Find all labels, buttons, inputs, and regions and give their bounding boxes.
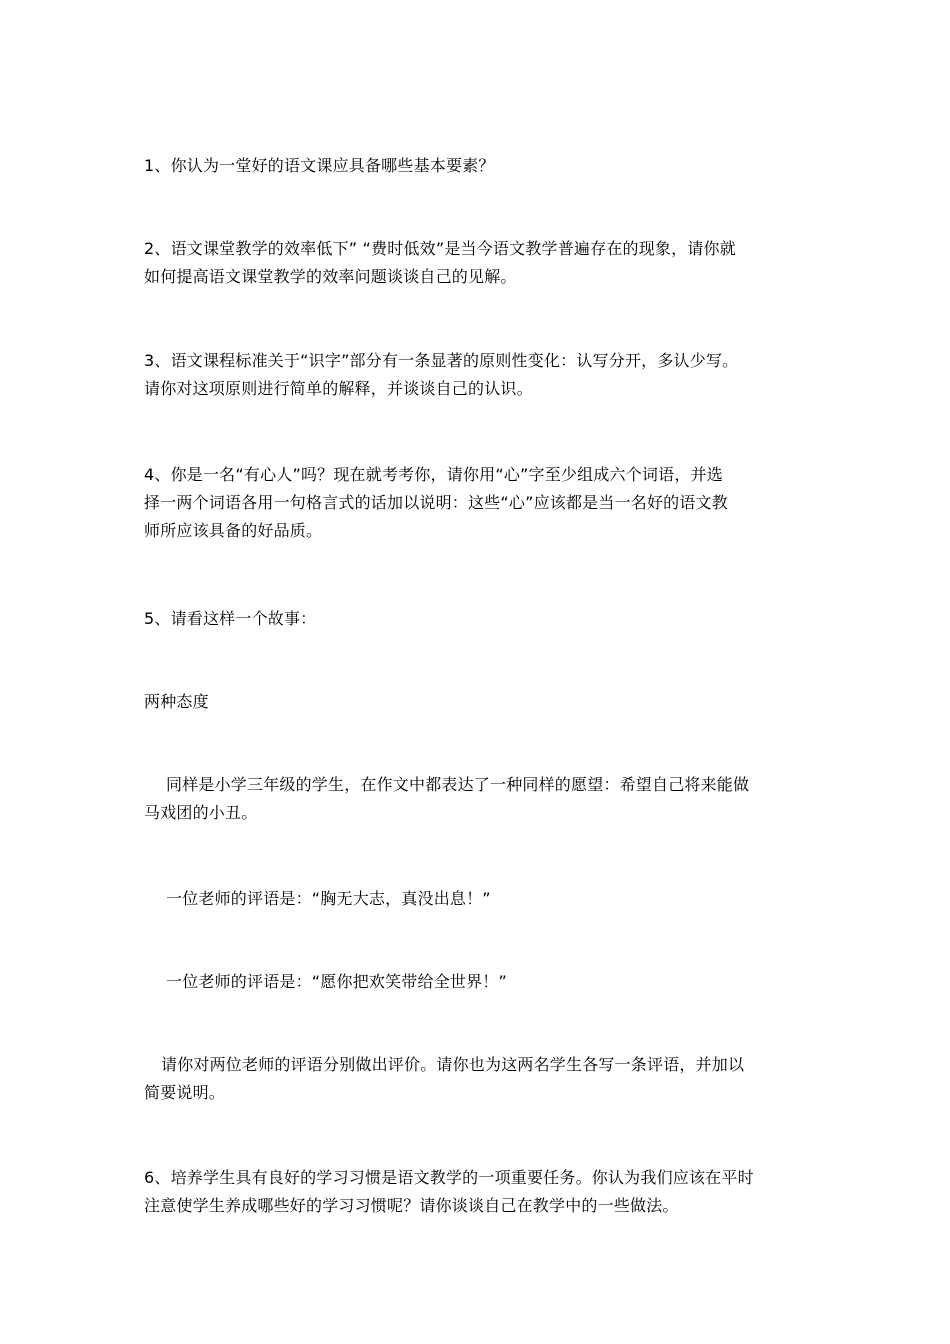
question-6-line-2: 注意使学生养成哪些好的学习习惯呢？请你谈谈自己在教学中的一些做法。 — [144, 1196, 679, 1215]
story-paragraph-3 — [144, 968, 806, 996]
question-2 — [144, 235, 806, 291]
question-6 — [144, 1164, 806, 1220]
question-5-task — [144, 1051, 806, 1107]
question-4-line-2: 择一两个词语各用一句格言式的话加以说明：这些“心”应该都是当一名好的语文教 — [144, 493, 728, 512]
story-title — [144, 688, 806, 716]
question-3 — [144, 347, 806, 403]
question-4-line-3: 师所应该具备的好品质。 — [144, 521, 323, 540]
question-3-line-1: 3、语文课程标准关于“识字”部分有一条显著的原则性变化：认写分开，多认少写。 — [144, 351, 739, 370]
question-5-task-line-2: 简要说明。 — [144, 1083, 226, 1102]
question-3-line-2: 请你对这项原则进行简单的解释，并谈谈自己的认识。 — [144, 379, 533, 398]
story-paragraph-2 — [144, 885, 806, 913]
question-4-line-1: 4、你是一名“有心人”吗？现在就考考你，请你用“心”字至少组成六个词语，并选 — [144, 465, 723, 484]
story-title-line-1: 两种态度 — [144, 692, 209, 711]
story-paragraph-1-line-2: 马戏团的小丑。 — [144, 803, 258, 822]
question-1 — [144, 152, 806, 180]
question-5-task-line-1: 请你对两位老师的评语分别做出评价。请你也为这两名学生各写一条评语，并加以 — [161, 1055, 745, 1074]
story-paragraph-1-line-1: 同样是小学三年级的学生，在作文中都表达了一种同样的愿望：希望自己将来能做 — [166, 775, 750, 794]
question-5-intro-line-1: 5、请看这样一个故事： — [144, 609, 317, 628]
question-1-line-1: 1、你认为一堂好的语文课应具备哪些基本要素？ — [144, 156, 495, 175]
story-paragraph-3-line-1: 一位老师的评语是：“愿你把欢笑带给全世界！” — [166, 972, 507, 991]
story-paragraph-2-line-1: 一位老师的评语是：“胸无大志，真没出息！” — [166, 889, 491, 908]
question-5-intro — [144, 605, 806, 633]
question-2-line-2: 如何提高语文课堂教学的效率问题谈谈自己的见解。 — [144, 267, 517, 286]
question-6-line-1: 6、培养学生具有良好的学习习惯是语文教学的一项重要任务。你认为我们应该在平时 — [144, 1168, 754, 1187]
question-2-line-1: 2、语文课堂教学的效率低下” “费时低效”是当今语文教学普遍存在的现象，请你就 — [144, 239, 736, 258]
question-4 — [144, 461, 806, 545]
story-paragraph-1 — [144, 771, 806, 827]
